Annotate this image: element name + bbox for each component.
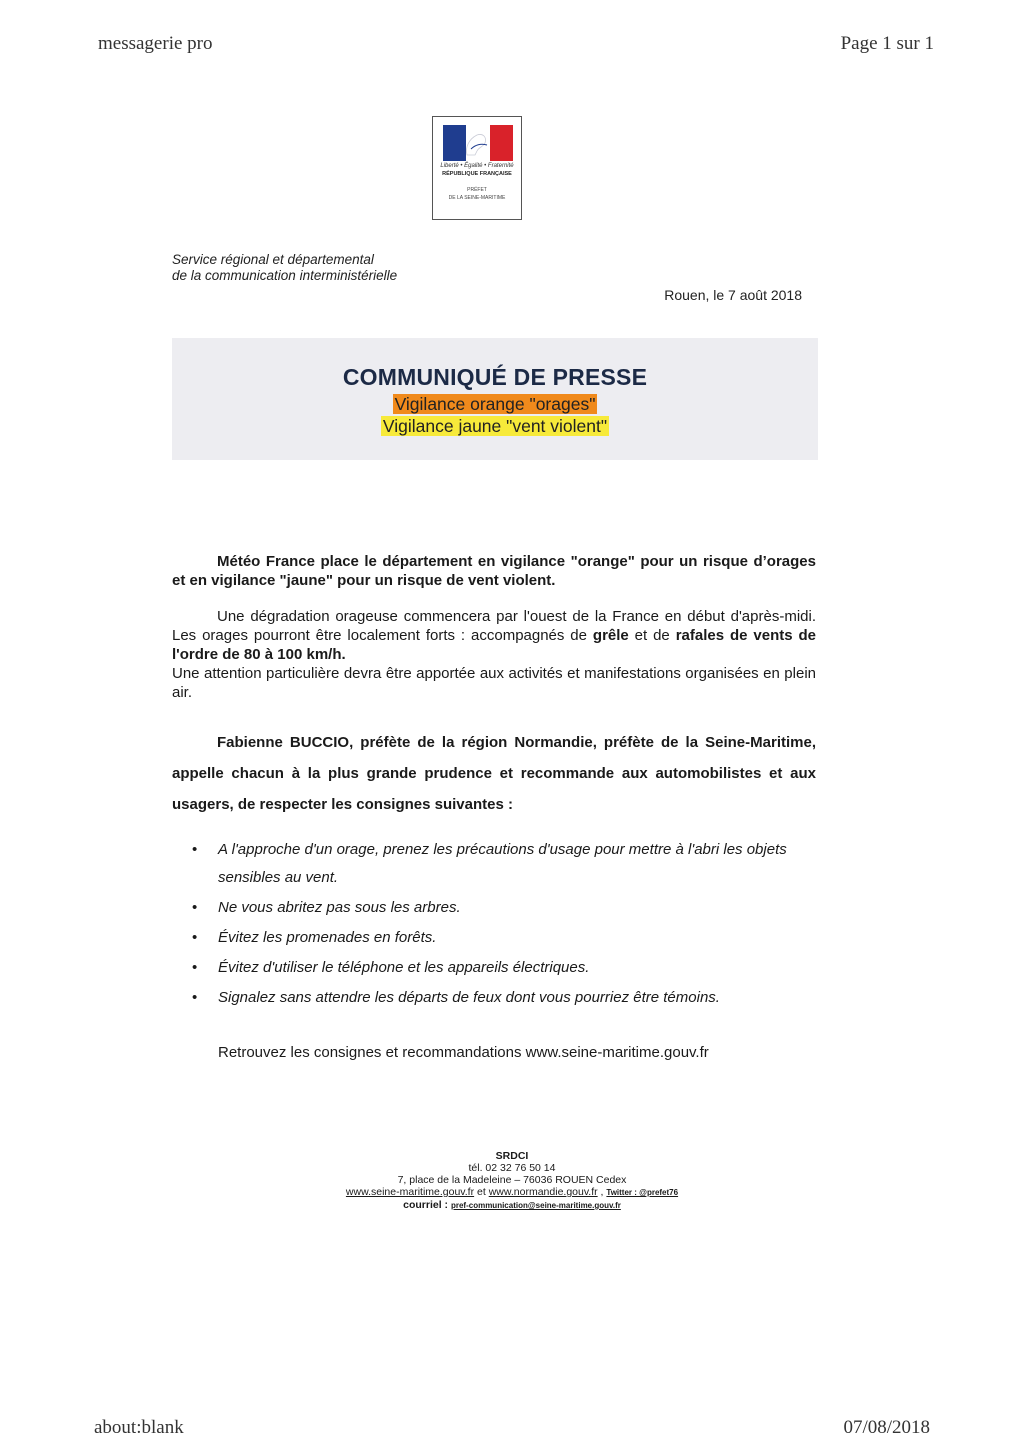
bullet-icon: • — [192, 841, 198, 858]
orange-alert-line — [172, 394, 818, 415]
yellow-alert-line — [172, 416, 818, 437]
footer-address: 7, place de la Madeleine – 76036 ROUEN Cedex — [397, 1174, 627, 1186]
footer-links — [0, 1186, 1024, 1199]
bullet-icon: • — [192, 989, 198, 1006]
print-header-right: Page 1 sur 1 — [840, 33, 934, 54]
footer-email-label: courriel : — [403, 1199, 451, 1211]
list-item — [172, 984, 822, 1012]
forecast-attention: Une attention particulière devra être apportée aux activités et manifestations organisées en plein air. — [172, 665, 816, 701]
footer-email[interactable]: pref-communication@seine-maritime.gouv.fr — [450, 1201, 621, 1210]
footer-and: et — [474, 1186, 489, 1198]
prefect-paragraph: Fabienne BUCCIO, préfète de la région Normandie, préfète de la Seine-Maritime, appelle chacun à la plus grande prudence et recommande aux automobilistes et aux usagers, de respecter les consignes suivantes : — [172, 734, 816, 813]
footer-link-seine-maritime[interactable]: www.seine-maritime.gouv.fr — [345, 1186, 475, 1198]
contact-footer — [0, 1150, 1024, 1212]
footer-org: SRDCI — [495, 1150, 529, 1162]
forecast-gusts: rafales de vents de l'ordre de 80 à 100 km/h. — [172, 627, 816, 663]
service-line-1: Service régional et départemental — [172, 252, 374, 267]
press-release-banner — [172, 338, 818, 460]
list-item — [172, 894, 822, 922]
service-name — [172, 252, 397, 284]
intro-paragraph: Météo France place le département en vigilance "orange" pour un risque d’orages et en vigilance "jaune" pour un risque de vent violent. — [172, 553, 816, 589]
print-footer-right: 07/08/2018 — [843, 1417, 930, 1438]
list-item-text: Ne vous abritez pas sous les arbres. — [218, 899, 461, 916]
forecast-text-a: Une dégradation orageuse commencera par l'ouest de la France en début d'après-midi. Les orages pourront être localement forts : accompagnés de — [172, 608, 816, 644]
footer-twitter[interactable]: Twitter : @prefet76 — [606, 1188, 679, 1197]
document-date: Rouen, le 7 août 2018 — [664, 287, 802, 303]
list-item — [172, 954, 822, 982]
forecast-text-c: et de — [628, 627, 676, 644]
print-header-left: messagerie pro — [98, 33, 213, 54]
footer-link-normandie[interactable]: www.normandie.gouv.fr — [488, 1186, 598, 1198]
orange-alert-highlight: Vigilance orange "orages" — [394, 394, 596, 414]
forecast-hail: grêle — [592, 627, 629, 644]
logo-prefet-dept: DE LA SEINE-MARITIME — [448, 195, 506, 201]
forecast-paragraph — [172, 607, 816, 702]
website-reference: Retrouvez les consignes et recommandations www.seine-maritime.gouv.fr — [218, 1044, 709, 1061]
list-item — [172, 836, 822, 892]
list-item-text: Évitez d'utiliser le téléphone et les appareils électriques. — [218, 959, 590, 976]
footer-email-line — [0, 1199, 1024, 1212]
logo-prefet: PRÉFET — [467, 187, 487, 193]
service-line-2: de la communication interministérielle — [172, 268, 398, 283]
yellow-alert-highlight: Vigilance jaune "vent violent" — [382, 416, 608, 436]
bullet-icon: • — [192, 929, 198, 946]
prefecture-logo — [432, 116, 522, 220]
list-item-text: Évitez les promenades en forêts. — [218, 929, 437, 946]
footer-phone: tél. 02 32 76 50 14 — [468, 1162, 556, 1174]
list-item-text: Signalez sans attendre les départs de feux dont vous pourriez être témoins. — [218, 989, 720, 1006]
instructions-list — [172, 836, 822, 1014]
list-item — [172, 924, 822, 952]
bullet-icon: • — [192, 959, 198, 976]
print-footer-left: about:blank — [94, 1417, 184, 1438]
press-release-title: COMMUNIQUÉ DE PRESSE — [342, 364, 648, 390]
marianne-icon — [457, 129, 495, 157]
logo-republic: RÉPUBLIQUE FRANÇAISE — [442, 171, 512, 177]
list-item-text: A l'approche d'un orage, prenez les précautions d'usage pour mettre à l'abri les objets sensibles au vent. — [218, 841, 787, 886]
bullet-icon: • — [192, 899, 198, 916]
logo-motto: Liberté • Égalité • Fraternité — [440, 163, 514, 169]
footer-sep: , — [597, 1186, 607, 1198]
